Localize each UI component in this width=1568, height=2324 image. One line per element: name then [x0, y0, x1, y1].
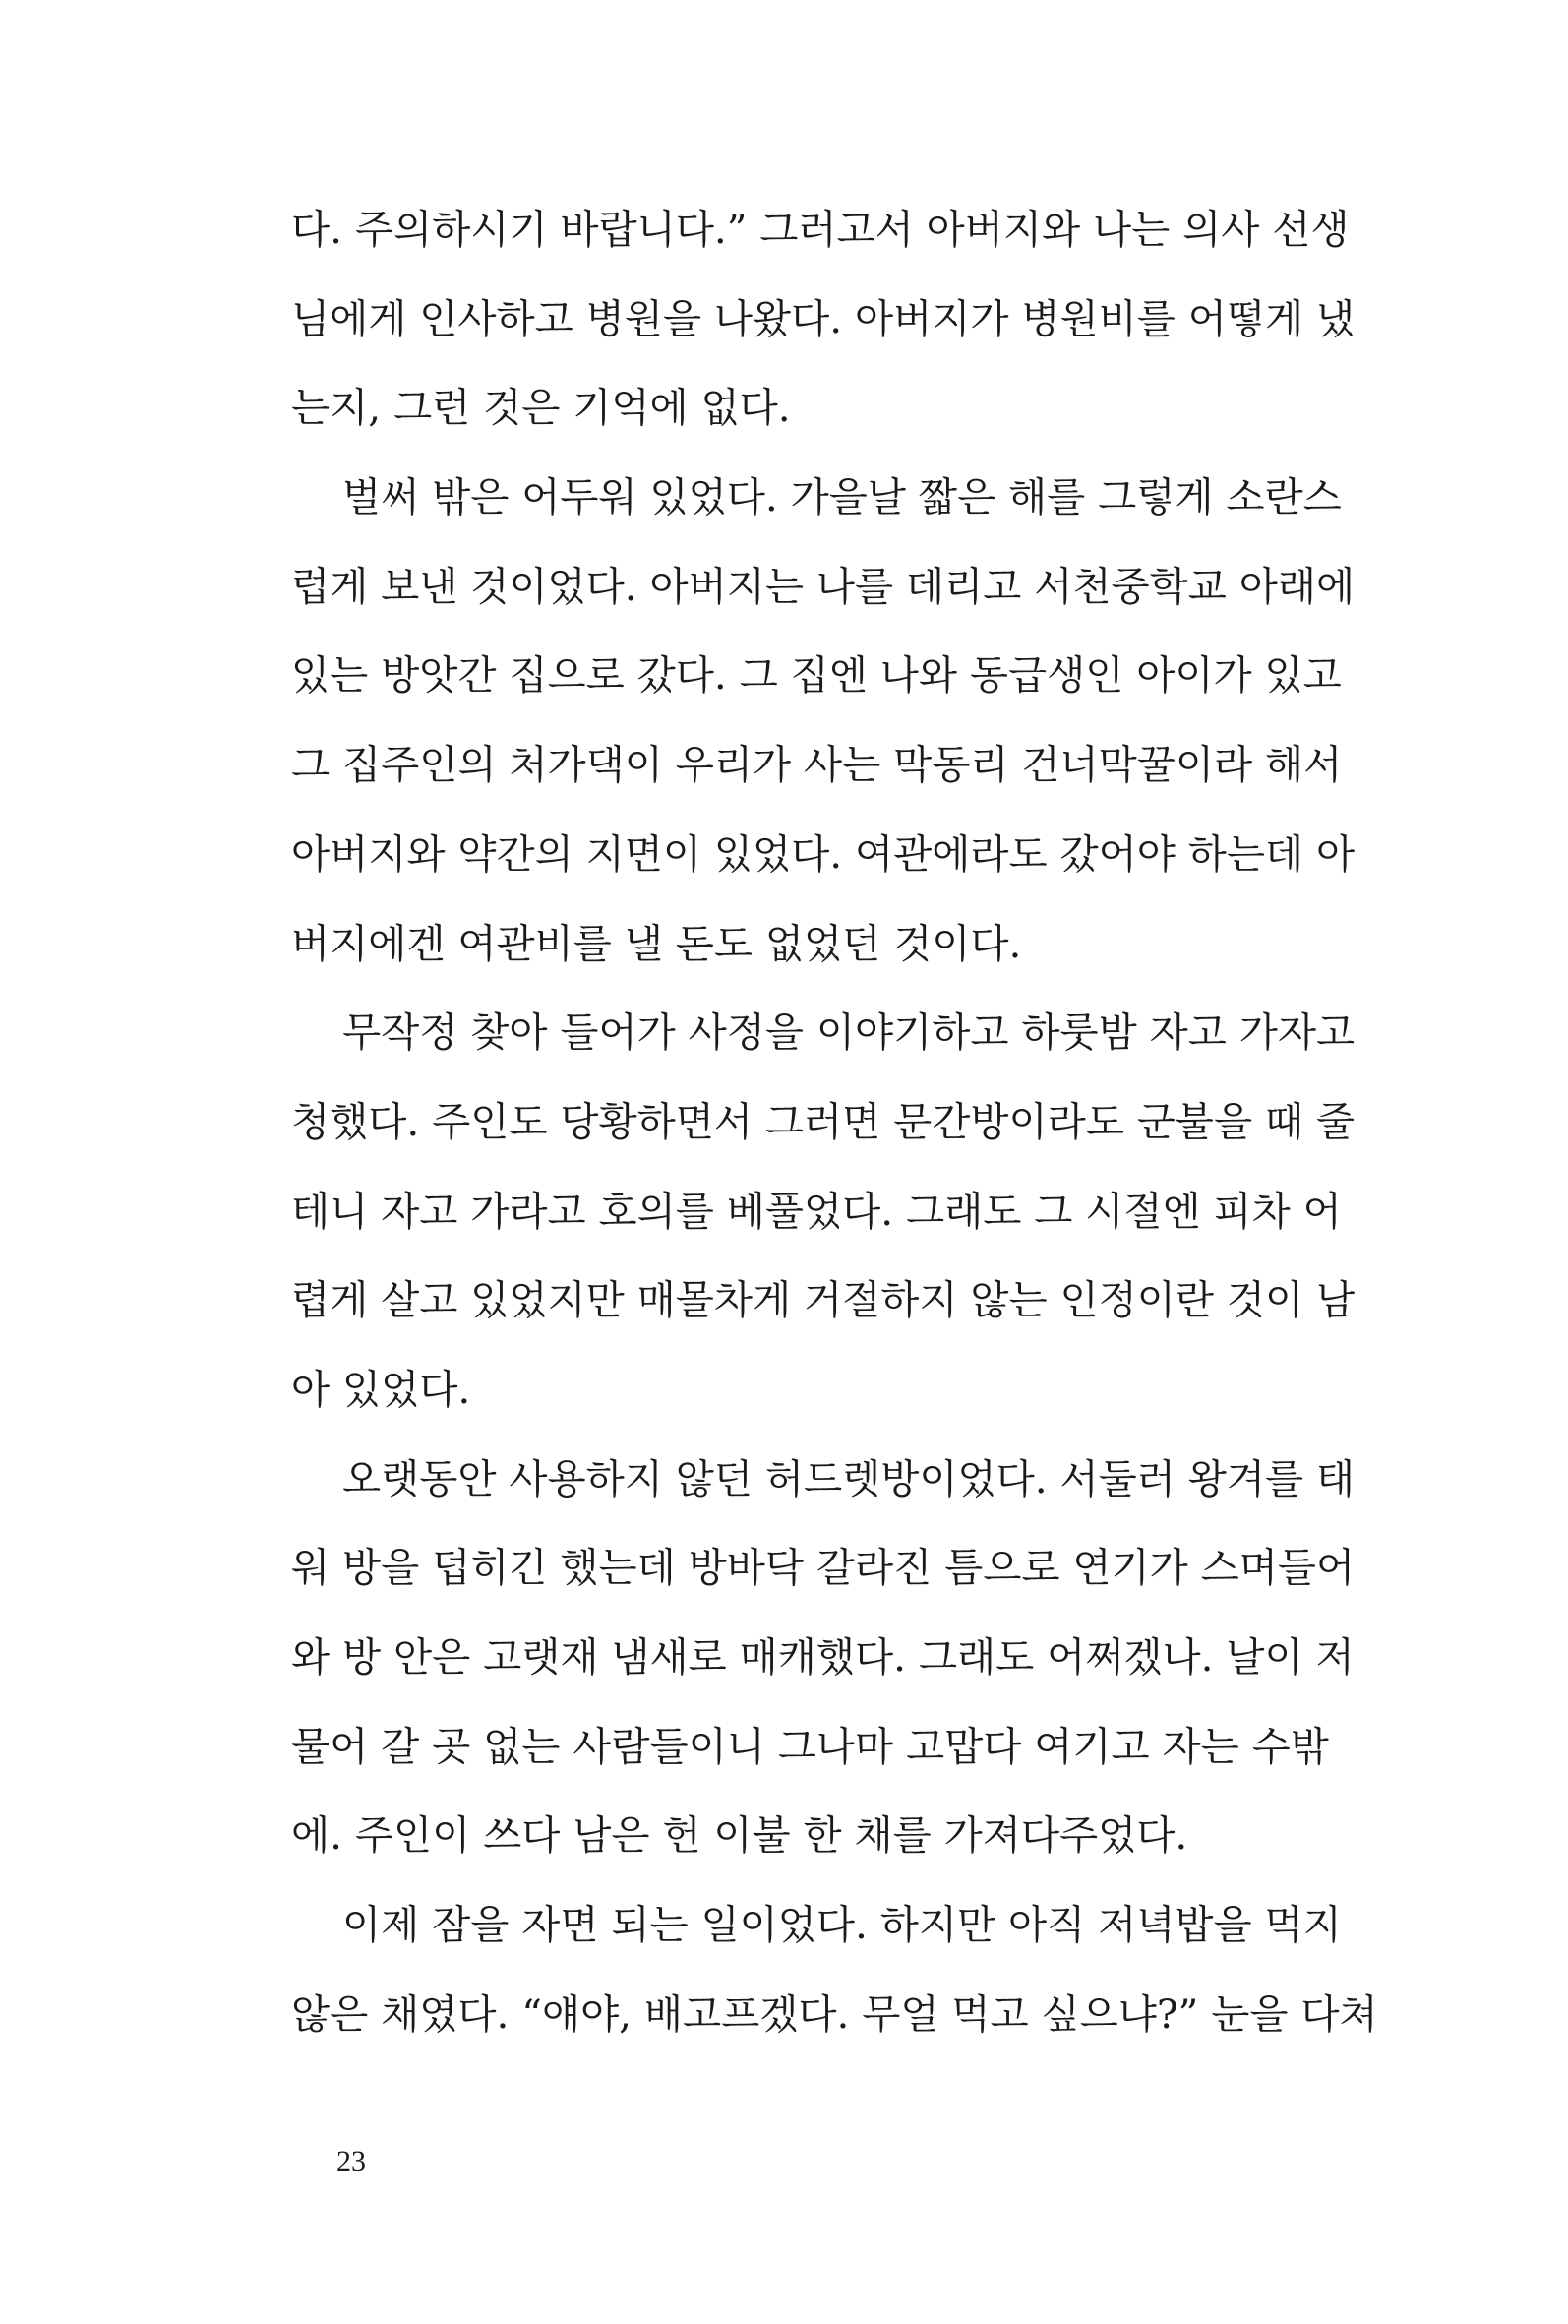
- page-number: 23: [336, 2145, 366, 2177]
- text-line: 이제 잠을 자면 되는 일이었다. 하지만 아직 저녁밥을 먹지: [342, 1901, 1342, 1949]
- text-line: 워 방을 덥히긴 했는데 방바닥 갈라진 틈으로 연기가 스며들어: [291, 1544, 1356, 1592]
- text-line: 럽게 보낸 것이었다. 아버지는 나를 데리고 서천중학교 아래에: [291, 562, 1356, 610]
- text-line: 님에게 인사하고 병원을 나왔다. 아버지가 병원비를 어떻게 냈: [291, 294, 1356, 342]
- text-line: 그 집주인의 처가댁이 우리가 사는 막동리 건너막꿀이라 해서: [291, 741, 1343, 789]
- text-line: 버지에겐 여관비를 낼 돈도 없었던 것이다.: [291, 919, 1022, 967]
- text-line: 다. 주의하시기 바랍니다.” 그러고서 아버지와 나는 의사 선생: [291, 206, 1350, 253]
- text-line: 와 방 안은 고랫재 냄새로 매캐했다. 그래도 어쩌겠나. 날이 저: [291, 1633, 1355, 1681]
- text-line: 청했다. 주인도 당황하면서 그러면 문간방이라도 군불을 때 줄: [291, 1097, 1356, 1145]
- text-line: 아버지와 약간의 지면이 있었다. 여관에라도 갔어야 하는데 아: [291, 829, 1356, 878]
- text-line: 물어 갈 곳 없는 사람들이니 그나마 고맙다 여기고 자는 수밖: [291, 1722, 1329, 1770]
- text-line: 렵게 살고 있었지만 매몰차게 거절하지 않는 인정이란 것이 남: [291, 1276, 1356, 1324]
- text-line: 있는 방앗간 집으로 갔다. 그 집엔 나와 동급생인 아이가 있고: [291, 651, 1342, 700]
- text-line: 벌써 밖은 어두워 있었다. 가을날 짧은 해를 그렇게 소란스: [342, 473, 1342, 521]
- body-text: [291, 185, 1378, 2058]
- text-line: 아 있었다.: [291, 1365, 471, 1413]
- text-line: 에. 주인이 쓰다 남은 헌 이불 한 채를 가져다주었다.: [291, 1811, 1188, 1860]
- text-line: 테니 자고 가라고 호의를 베풀었다. 그래도 그 시절엔 피차 어: [291, 1187, 1342, 1235]
- text-line: 무작정 찾아 들어가 사정을 이야기하고 하룻밤 자고 가자고: [342, 1009, 1356, 1057]
- text-line: 오랫동안 사용하지 않던 허드렛방이었다. 서둘러 왕겨를 태: [342, 1454, 1356, 1502]
- text-line: 않은 채였다. “얘야, 배고프겠다. 무얼 먹고 싶으냐?” 눈을 다쳐: [291, 1989, 1378, 2038]
- text-line: 는지, 그런 것은 기억에 없다.: [291, 384, 791, 432]
